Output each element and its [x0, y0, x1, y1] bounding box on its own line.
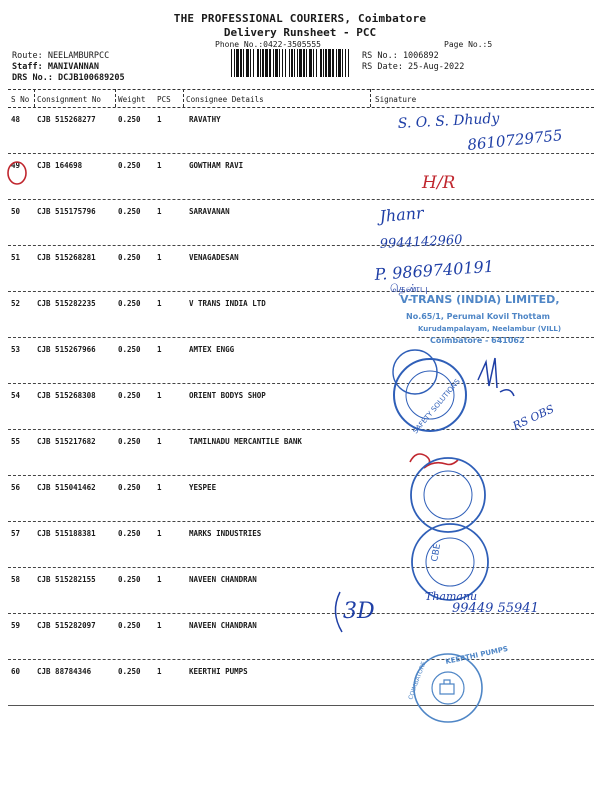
row-consignment: CJB 515041462 — [37, 483, 96, 492]
row-consignee: SARAVANAN — [189, 207, 230, 216]
barcode-bar — [231, 49, 232, 77]
barcode-bar — [325, 49, 327, 77]
row-weight: 0.250 — [118, 391, 141, 400]
keerthi-city: COIMBATORE — [407, 660, 428, 701]
row-weight: 0.250 — [118, 575, 141, 584]
row-divider — [8, 705, 594, 706]
barcode-bar — [260, 49, 261, 77]
phone-51: P. 9869740191 — [373, 256, 495, 284]
row-sno: 57 — [11, 529, 21, 538]
barcode-bar — [265, 49, 268, 77]
note-59: 3D — [343, 599, 375, 624]
table-row — [0, 200, 600, 246]
barcode-bar — [306, 49, 307, 77]
note-49: H/R — [422, 173, 456, 193]
table-row — [0, 154, 600, 200]
row-weight: 0.250 — [118, 437, 141, 446]
barcode-bar — [342, 49, 343, 77]
col-sno-header: S No — [11, 95, 30, 104]
rs-date: RS Date: 25-Aug-2022 — [362, 62, 465, 72]
signature-50: Jhanr — [378, 203, 425, 226]
table-row — [0, 614, 600, 660]
barcode-bar — [345, 49, 346, 77]
barcode-bar — [328, 49, 331, 77]
row-pcs: 1 — [157, 483, 162, 492]
row-pcs: 1 — [157, 667, 162, 676]
barcode-bar — [273, 49, 274, 77]
barcode-bar — [332, 49, 334, 77]
row-consignment: CJB 515282097 — [37, 621, 96, 630]
row-weight: 0.250 — [118, 529, 141, 538]
col-divider — [115, 89, 116, 107]
runsheet-title: Delivery Runsheet - PCC — [223, 26, 377, 39]
row-consignee: ORIENT BODYS SHOP — [189, 391, 266, 400]
signature-48: S. O. S. Dhudy — [397, 110, 500, 132]
barcode-bar — [336, 49, 337, 77]
company-title: THE PROFESSIONAL COURIERS, Coimbatore — [173, 12, 427, 25]
bank-seal-text: CBE — [430, 542, 444, 563]
vtrans-name: V-TRANS (INDIA) LIMITED, — [400, 293, 560, 306]
row-weight: 0.250 — [118, 207, 141, 216]
row-consignee: TAMILNADU MERCANTILE BANK — [189, 437, 302, 446]
rs-number: RS No.: 1006892 — [362, 51, 439, 61]
barcode-bar — [309, 49, 312, 77]
seal-safety-text: SAFETY SOLUTIONS — [411, 377, 462, 436]
row-pcs: 1 — [157, 621, 162, 630]
row-pcs: 1 — [157, 345, 162, 354]
phone-48: 8610729755 — [466, 126, 564, 154]
phone-58: 99449 55941 — [452, 601, 539, 616]
barcode-bar — [236, 49, 239, 77]
row-sno: 49 — [11, 161, 21, 170]
row-consignment: CJB 515268308 — [37, 391, 96, 400]
barcode-bar — [289, 49, 290, 77]
row-pcs: 1 — [157, 299, 162, 308]
row-weight: 0.250 — [118, 345, 141, 354]
barcode-bar — [275, 49, 278, 77]
row-consignment: CJB 515267966 — [37, 345, 96, 354]
row-weight: 0.250 — [118, 115, 141, 124]
barcode-bar — [313, 49, 314, 77]
barcode-bar — [299, 49, 302, 77]
col-divider — [34, 89, 35, 107]
row-consignment: CJB 515175796 — [37, 207, 96, 216]
vtrans-addr2: Kurudampalayam, Neelambur (VILL) — [418, 325, 562, 333]
row-sno: 52 — [11, 299, 21, 308]
row-consignee: AMTEX ENGG — [189, 345, 235, 354]
vtrans-addr3: Coimbatore - 641062 — [430, 336, 525, 345]
row-weight: 0.250 — [118, 621, 141, 630]
tamil-51: தெண்பு — [390, 282, 428, 295]
row-sno: 60 — [11, 667, 21, 676]
staff-label: Staff: MANIVANNAN — [12, 62, 99, 72]
col-pcs-header: PCS — [157, 95, 171, 104]
row-sno: 48 — [11, 115, 21, 124]
barcode-bar — [234, 49, 235, 77]
barcode-bar — [269, 49, 271, 77]
phone-50: 9944142960 — [379, 232, 463, 252]
row-consignee: RAVATHY — [189, 115, 221, 124]
row-consignee: YESPEE — [189, 483, 217, 492]
table-row — [0, 660, 600, 706]
barcode-bar — [338, 49, 341, 77]
col-consignee-header: Consignee Details — [186, 95, 264, 104]
barcode — [231, 49, 349, 77]
row-pcs: 1 — [157, 253, 162, 262]
vtrans-addr1: No.65/1, Perumal Kovil Thottam — [406, 312, 550, 321]
barcode-bar — [323, 49, 324, 77]
barcode-bar — [257, 49, 259, 77]
barcode-bar — [250, 49, 251, 77]
page-number: Page No.:5 — [444, 40, 493, 49]
row-consignment: CJB 515268281 — [37, 253, 96, 262]
row-sno: 59 — [11, 621, 21, 630]
row-weight: 0.250 — [118, 483, 141, 492]
barcode-bar — [246, 49, 249, 77]
row-consignee: NAVEEN CHANDRAN — [189, 575, 257, 584]
row-pcs: 1 — [157, 161, 162, 170]
row-consignment: CJB 515282155 — [37, 575, 96, 584]
row-weight: 0.250 — [118, 667, 141, 676]
table-top-rule — [8, 89, 594, 90]
table-row — [0, 476, 600, 522]
signature-58: Thamanu — [425, 590, 478, 603]
row-pcs: 1 — [157, 575, 162, 584]
barcode-bar — [285, 49, 286, 77]
table-row — [0, 522, 600, 568]
col-consignment-header: Consignment No — [37, 95, 102, 104]
row-sno: 58 — [11, 575, 21, 584]
table-row — [0, 384, 600, 430]
col-divider — [183, 89, 184, 107]
row-consignment: CJB 88784346 — [37, 667, 92, 676]
row-consignee: MARKS INDUSTRIES — [189, 529, 262, 538]
row-weight: 0.250 — [118, 253, 141, 262]
table-row — [0, 430, 600, 476]
row-consignee: GOWTHAM RAVI — [189, 161, 244, 170]
barcode-bar — [240, 49, 242, 77]
row-sno: 50 — [11, 207, 21, 216]
barcode-bar — [320, 49, 322, 77]
barcode-bar — [297, 49, 298, 77]
row-consignment: CJB 515217682 — [37, 437, 96, 446]
row-sno: 54 — [11, 391, 21, 400]
row-sno: 51 — [11, 253, 21, 262]
route-label: Route: NEELAMBURPCC — [12, 51, 110, 61]
barcode-bar — [282, 49, 283, 77]
barcode-bar — [316, 49, 317, 77]
row-weight: 0.250 — [118, 299, 141, 308]
col-signature-header: Signature — [375, 95, 417, 104]
table-row — [0, 246, 600, 292]
row-weight: 0.250 — [118, 161, 141, 170]
row-pcs: 1 — [157, 391, 162, 400]
row-pcs: 1 — [157, 207, 162, 216]
table-row — [0, 568, 600, 614]
barcode-bar — [253, 49, 254, 77]
table-row — [0, 292, 600, 338]
phone-number: Phone No.:0422-3505555 — [215, 40, 321, 49]
keerthi-text: KEERTHI PUMPS — [444, 644, 509, 666]
row-sno: 53 — [11, 345, 21, 354]
barcode-bar — [243, 49, 244, 77]
col-weight-header: Weight — [118, 95, 146, 104]
row-consignment: CJB 515268277 — [37, 115, 96, 124]
row-pcs: 1 — [157, 115, 162, 124]
row-consignment: CJB 164698 — [37, 161, 83, 170]
drs-number: DRS No.: DCJB100689205 — [12, 73, 125, 83]
table-row — [0, 338, 600, 384]
table-row — [0, 108, 600, 154]
row-sno: 55 — [11, 437, 21, 446]
row-consignee: V TRANS INDIA LTD — [189, 299, 266, 308]
barcode-bar — [303, 49, 305, 77]
row-consignee: NAVEEN CHANDRAN — [189, 621, 257, 630]
row-pcs: 1 — [157, 529, 162, 538]
row-consignment: CJB 515188381 — [37, 529, 96, 538]
row-sno: 56 — [11, 483, 21, 492]
row-pcs: 1 — [157, 437, 162, 446]
barcode-bar — [279, 49, 280, 77]
code-54: RS OBS — [510, 402, 557, 433]
col-divider — [370, 89, 371, 107]
row-consignee: VENAGADESAN — [189, 253, 239, 262]
row-consignee: KEERTHI PUMPS — [189, 667, 248, 676]
barcode-bar — [262, 49, 264, 77]
barcode-bar — [294, 49, 295, 77]
barcode-bar — [291, 49, 293, 77]
row-consignment: CJB 515282235 — [37, 299, 96, 308]
barcode-bar — [348, 49, 349, 77]
